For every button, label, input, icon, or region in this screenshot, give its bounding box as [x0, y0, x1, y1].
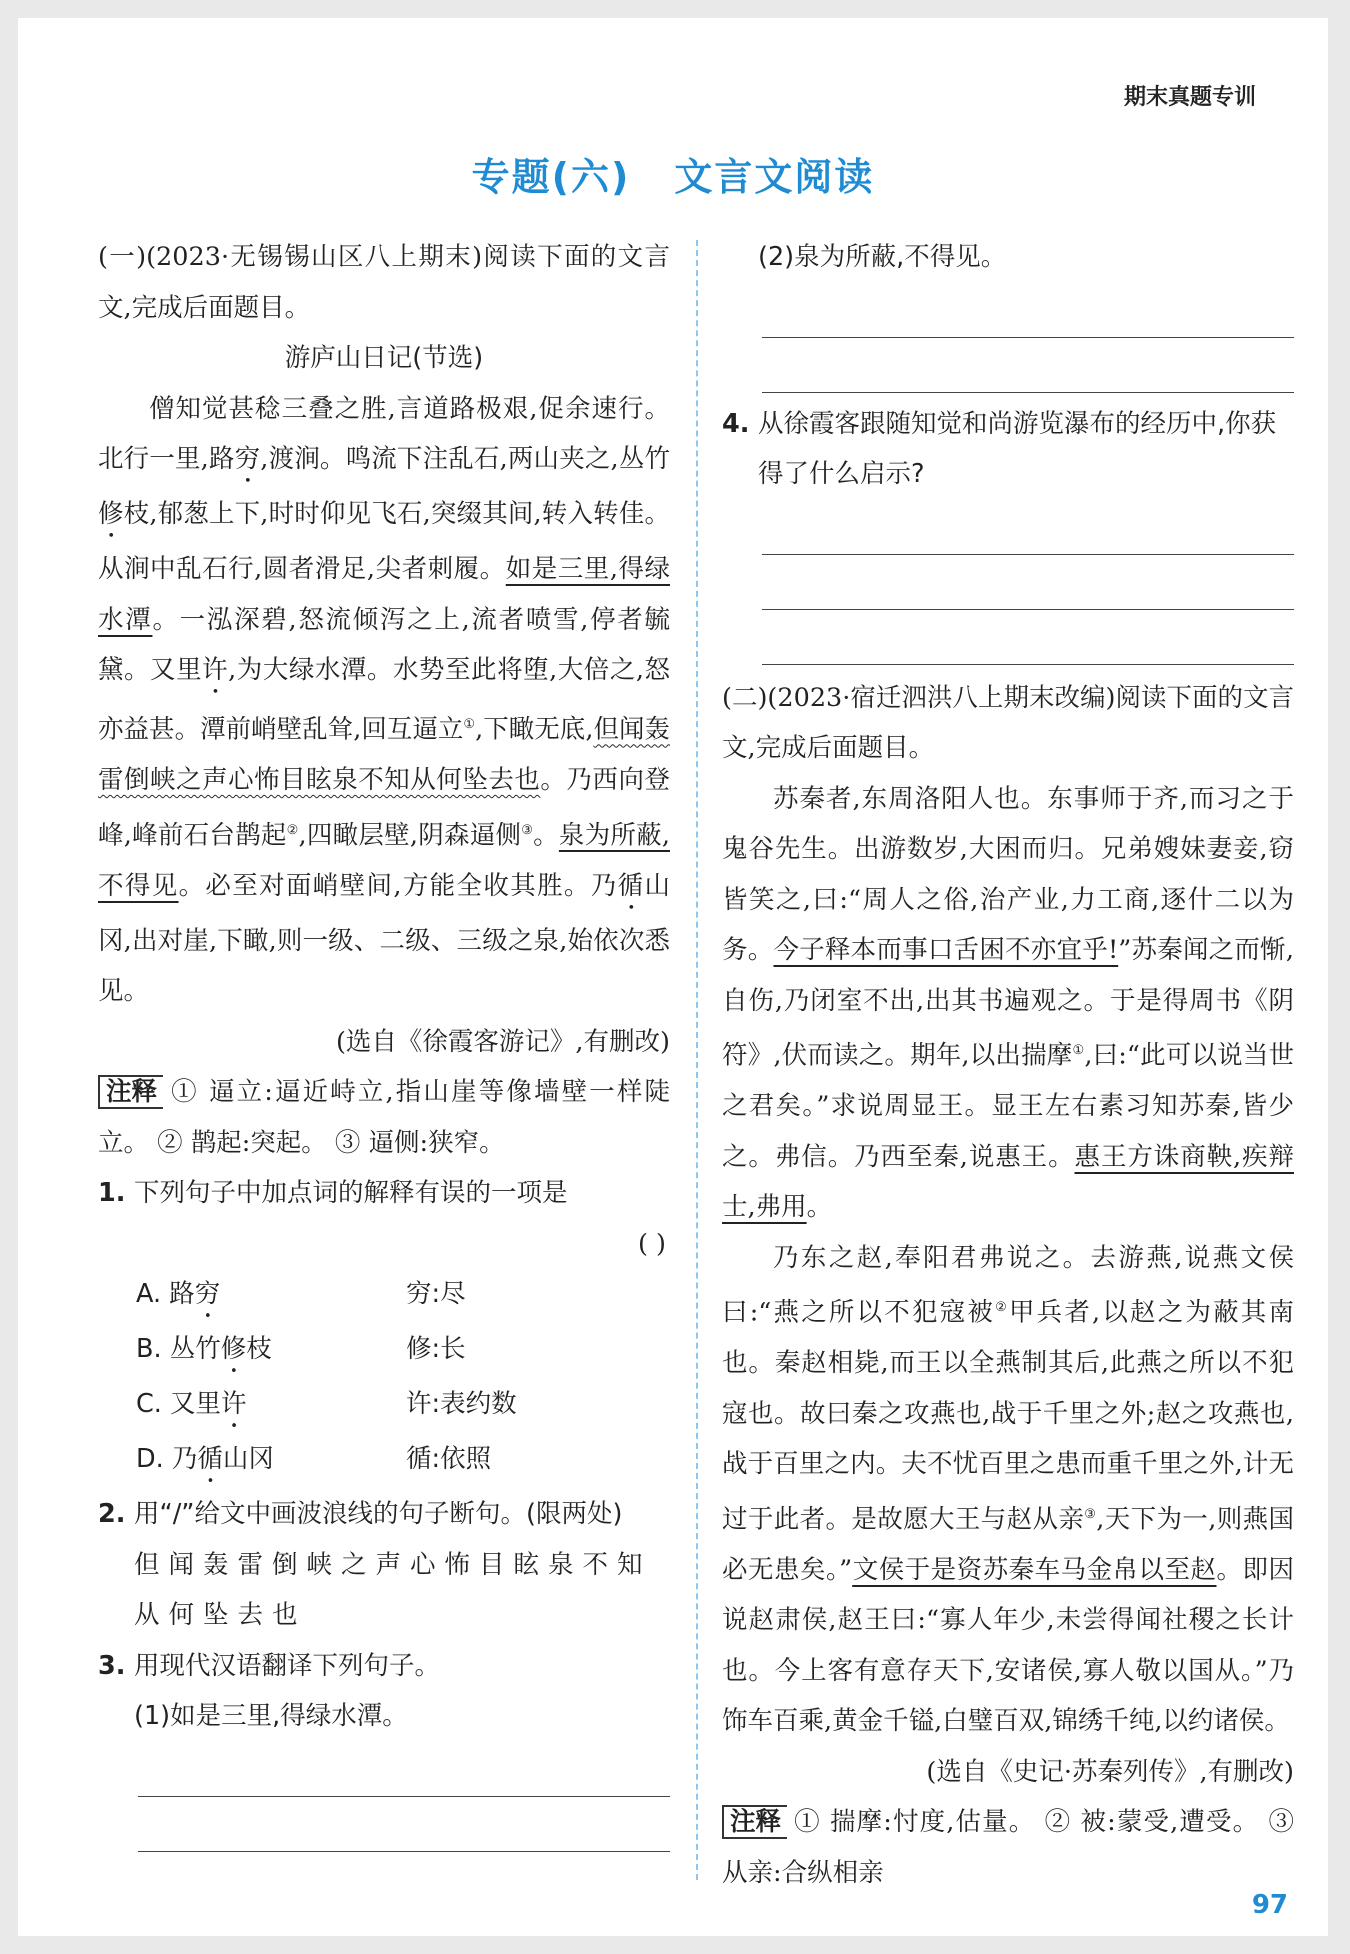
- option-c: C. 又里许 许:表约数: [136, 1389, 517, 1419]
- dotted-word: 循: [617, 870, 645, 901]
- dotted-word: 穷: [234, 444, 261, 474]
- passage1-notes: 注释 ① 逼立:逼近峙立,指山崖等像墙壁一样陡立。 ② 鹊起:突起。 ③ 逼侧:狭窄。: [98, 1077, 670, 1158]
- section-header: 期末真题专训: [1123, 85, 1256, 110]
- left-column: [98, 232, 670, 1852]
- passage2-intro: (二)(2023·宿迁泗洪八上期末改编)阅读下面的文言文,完成后面题目。: [722, 682, 1294, 763]
- dotted-word: 修: [98, 499, 124, 529]
- page-title: [18, 146, 1328, 201]
- answer-line[interactable]: [138, 1797, 670, 1852]
- underlined-sentence: 泉为所蔽,不得见: [98, 820, 670, 901]
- note-label: 注释: [722, 1805, 787, 1839]
- passage2-source: (选自《史记·苏秦列传》,有删改): [926, 1756, 1294, 1787]
- underlined-sentence: 文侯于是资苏秦车马金帛以至赵: [852, 1554, 1217, 1585]
- answer-line[interactable]: [762, 610, 1294, 665]
- answer-bracket[interactable]: ( ): [637, 1228, 666, 1259]
- answer-line[interactable]: [762, 283, 1294, 338]
- option-d: D. 乃循山冈 循:依照: [136, 1444, 492, 1474]
- punctuation-sentence: 但闻轰雷倒峡之声心怖目眩泉不知从何坠去也: [134, 1549, 652, 1630]
- passage1-title: 游庐山日记(节选): [284, 343, 484, 373]
- question-3-1: (1)如是三里,得绿水潭。: [134, 1701, 408, 1731]
- wavy-sentence: 但闻轰雷倒峡之声心怖目眩泉不知从何坠去也: [98, 714, 671, 795]
- passage2-para1: 苏秦者,东周洛阳人也。东事师于齐,而习之于鬼谷先生。出游数岁,大困而归。兄弟嫂妹妻妾,窃皆笑之,曰:“周人之俗,治产业,力工商,逐什二以为务。今子释本而事口舌困不亦宜乎!”苏秦闻之而惭,自伤,乃闭室不出,出其书遍观之。于是得周书《阴符》,伏而读之。期年,以出揣摩①,曰:“此可以说当世之君矣。”求说周显王。显王左右素习知苏秦,皆少之。弗信。乃西至秦,说惠王。惠王方诛商鞅,疾辩士,弗用。: [722, 783, 1295, 1222]
- right-column: [722, 232, 1294, 1898]
- dotted-word: 许: [202, 655, 229, 685]
- underlined-sentence: 今子释本而事口舌困不亦宜乎!: [773, 935, 1119, 965]
- question-4: 4. 从徐霞客跟随知觉和尚游览瀑布的经历中,你获得了什么启示?: [722, 408, 1277, 489]
- title-part1: 专题(六): [471, 155, 631, 199]
- column-divider: [696, 240, 698, 1880]
- title-part2: 文言文阅读: [674, 155, 875, 199]
- passage2-notes: 注释 ① 揣摩:忖度,估量。 ② 被:蒙受,遭受。 ③ 从亲:合纵相亲: [722, 1807, 1294, 1888]
- question-3: 3. 用现代汉语翻译下列句子。: [98, 1650, 441, 1681]
- answer-line[interactable]: [762, 500, 1294, 555]
- question-2: 2. 用“/”给文中画波浪线的句子断句。(限两处): [98, 1499, 623, 1529]
- underlined-sentence: 如是三里,得绿水潭: [98, 554, 671, 635]
- answer-line[interactable]: [762, 555, 1294, 610]
- option-a: A. 路穷 穷:尽: [136, 1279, 466, 1309]
- answer-line[interactable]: [138, 1742, 670, 1797]
- page-number: 97: [1251, 1890, 1288, 1920]
- passage1-text: 僧知觉甚稔三叠之胜,言道路极艰,促余速行。北行一里,路穷,渡涧。鸣流下注乱石,两山夹之,丛竹修枝,郁葱上下,时时仰见飞石,突缀其间,转入转佳。从涧中乱石行,圆者滑足,尖者刺履。如是三里,得绿水潭。一泓深碧,怒流倾泻之上,流者喷雪,停者毓黛。又里许,为大绿水潭。水势至此将堕,大倍之,怒亦益甚。潭前峭壁乱耸,回互逼立①,下瞰无底,但闻轰雷倒峡之声心怖目眩泉不知从何坠去也。乃西向登峰,峰前石台鹊起②,四瞰层壁,阴森逼侧③。泉为所蔽,不得见。必至对面峭壁间,方能全收其胜。乃循山冈,出对崖,下瞰,则一级、二级、三级之泉,始依次悉见。: [98, 393, 671, 1006]
- passage1-intro: (一)(2023·无锡锡山区八上期末)阅读下面的文言文,完成后面题目。: [98, 242, 670, 323]
- answer-line[interactable]: [762, 338, 1294, 393]
- underlined-sentence: 惠王方诛商鞅,疾辩士,弗用: [722, 1141, 1294, 1222]
- passage1-source: (选自《徐霞客游记》,有删改): [335, 1026, 670, 1057]
- question-3-2: (2)泉为所蔽,不得见。: [758, 242, 1007, 272]
- question-1: 1. 下列句子中加点词的解释有误的一项是: [98, 1178, 568, 1208]
- passage2-para2: 乃东之赵,奉阳君弗说之。去游燕,说燕文侯曰:“燕之所以不犯寇被②甲兵者,以赵之为蔽其南也。秦赵相毙,而王以全燕制其后,此燕之所以不犯寇也。故曰秦之攻燕也,战于千里之外;赵之攻燕也,战于百里之内。夫不忧百里之患而重千里之外,计无过于此者。是故愿大王与赵从亲③,天下为一,则燕国必无患矣。”文侯于是资苏秦车马金帛以至赵。即因说赵肃侯,赵王曰:“寡人年少,未尝得闻社稷之长计也。今上客有意存天下,安诸侯,寡人敬以国从。”乃饰车百乘,黄金千镒,白璧百双,锦绣千纯,以约诸侯。: [722, 1242, 1294, 1736]
- note-label: 注释: [98, 1075, 163, 1109]
- page: [18, 18, 1328, 1936]
- option-b: B. 丛竹修枝 修:长: [136, 1334, 466, 1364]
